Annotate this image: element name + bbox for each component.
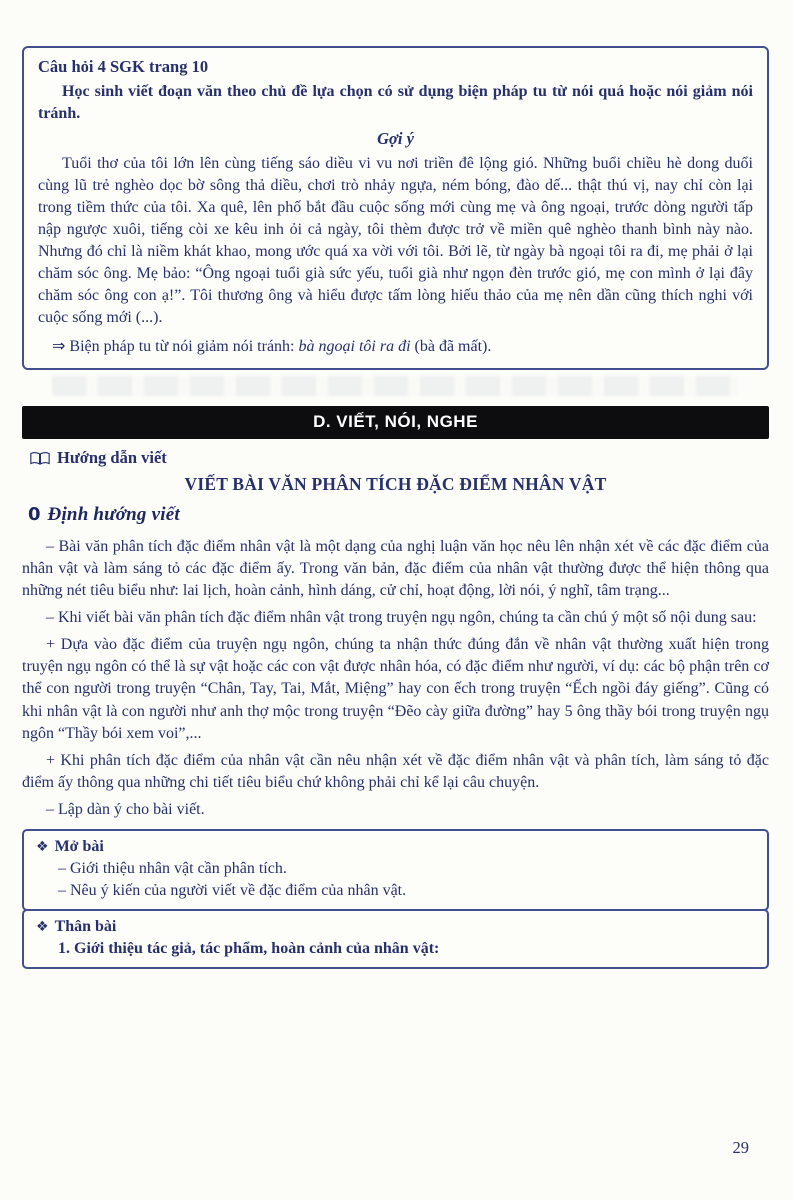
- body-paragraph: – Lập dàn ý cho bài viết.: [46, 800, 205, 818]
- hint-paragraph: Tuổi thơ của tôi lớn lên cùng tiếng sáo diều vi vu nơi triền đê lộng gió. Những buổi chiều hè dong duổi cùng lũ trẻ nghèo dọc bờ sông thả diều, chơi trò nhảy ngựa, ném bóng, đào dế... thật thú vị, nay chỉ còn lại trong tiềm thức của tôi. Xa quê, lên phố bắt đầu cuộc sống mới cùng mẹ và ông ngoại, trước dòng người tấp nập ngược xuôi, tiếng còi xe kêu inh ỏi cả ngày, tôi thèm được trở về miền quê nghèo thanh bình này nào. Nhưng đó chỉ là niềm khát khao, mong ước quá xa vời với tôi. Bởi lẽ, từ ngày bà ngoại tôi ra đi, mẹ phải ở lại chăm sóc ông. Mẹ bảo: “Ông ngoại tuổi già sức yếu, tuổi già như ngọn đèn trước gió, mẹ con mình ở lại đây chăm sóc ông con ạ!”. Tôi thương ông và hiểu được tấm lòng hiếu thảo của mẹ nên dần cũng thích nghi với cuộc sống mới (...).: [38, 154, 753, 327]
- section-number: 0: [28, 503, 41, 525]
- diamond-marker-icon: ❖: [36, 919, 49, 936]
- open-book-icon: [30, 451, 50, 466]
- section-heading-text: Định hướng viết: [47, 503, 180, 525]
- guide-title: VIẾT BÀI VĂN PHÂN TÍCH ĐẶC ĐIỂM NHÂN VẬT: [184, 473, 607, 494]
- outline-item: 1. Giới thiệu tác giả, tác phẩm, hoàn cảnh của nhân vật:: [58, 940, 440, 958]
- conclusion-line: [38, 335, 753, 358]
- outline-item: – Nêu ý kiến của người viết về đặc điểm của nhân vật.: [58, 882, 407, 900]
- section-heading: [28, 502, 769, 528]
- body-paragraph: + Khi phân tích đặc điểm của nhân vật cần nêu nhận xét về đặc điểm nhân vật và phân tích, làm sáng tỏ đặc điểm ấy thông qua những chi tiết tiêu biểu chứ không phải chỉ kể lại câu chuyện.: [22, 751, 769, 791]
- question-box: [22, 46, 769, 370]
- outline-heading: [36, 916, 755, 938]
- page-number: 29: [732, 1138, 749, 1158]
- outline-item: – Giới thiệu nhân vật cần phân tích.: [58, 859, 287, 877]
- conclusion-prefix: Biện pháp tu từ nói giảm nói tránh:: [69, 338, 299, 356]
- outline-heading: [36, 836, 755, 858]
- outline-heading-text: Mở bài: [54, 837, 104, 855]
- conclusion-suffix: (bà đã mất).: [410, 338, 492, 356]
- body-paragraph: – Bài văn phân tích đặc điểm nhân vật là một dạng của nghị luận văn học nêu lên nhận xét về các đặc điểm của nhân vật và làm sáng tỏ các đặc điểm ấy. Trong văn bản, đặc điểm của nhân vật thường được thể hiện thông qua những nét tiêu biểu như: lai lịch, hoàn cảnh, hình dáng, cử chỉ, hoạt động, lời nói, ý nghĩ, tâm trạng...: [22, 537, 769, 600]
- outline-box-mo-bai: [22, 829, 769, 911]
- outline-heading-text: Thân bài: [54, 918, 117, 936]
- guide-subheading: [30, 447, 769, 470]
- outline-box-than-bai: [22, 909, 769, 969]
- question-box-title: Câu hỏi 4 SGK trang 10: [38, 57, 209, 76]
- section-banner: D. VIẾT, NÓI, NGHE: [22, 406, 769, 438]
- question-prompt: Học sinh viết đoạn văn theo chủ đề lựa chọn có sử dụng biện pháp tu từ nói quá hoặc nói giảm nói tránh.: [38, 82, 753, 122]
- body-paragraph: – Khi viết bài văn phân tích đặc điểm nhân vật trong truyện ngụ ngôn, chúng ta cần chú ý một số nội dung sau:: [46, 609, 757, 627]
- guide-subheading-label: Hướng dẫn viết: [57, 447, 167, 467]
- hint-label: Gợi ý: [377, 128, 414, 148]
- diamond-marker-icon: ❖: [36, 838, 49, 855]
- conclusion-italic-phrase: bà ngoại tôi ra đi: [298, 338, 411, 356]
- body-paragraph: + Dựa vào đặc điểm của truyện ngụ ngôn, chúng ta nhận thức đúng đắn về nhân vật thường xuất hiện trong truyện ngụ ngôn có thể là sự vật hoặc các con vật được nhân hóa, có đặc điểm như người, ví dụ: các bộ phận trên cơ thể con người trong truyện “Chân, Tay, Tai, Mắt, Miệng” hay con ếch trong truyện “Ếch ngồi đáy giếng”. Cũng có khi nhân vật là con người như anh thợ mộc trong truyện “Đẽo cày giữa đường” hay 5 ông thầy bói trong truyện ngụ ngôn “Thầy bói xem voi”,...: [22, 636, 769, 742]
- double-arrow-icon: ⇒: [52, 336, 66, 356]
- bleed-through-artifact: [52, 376, 739, 396]
